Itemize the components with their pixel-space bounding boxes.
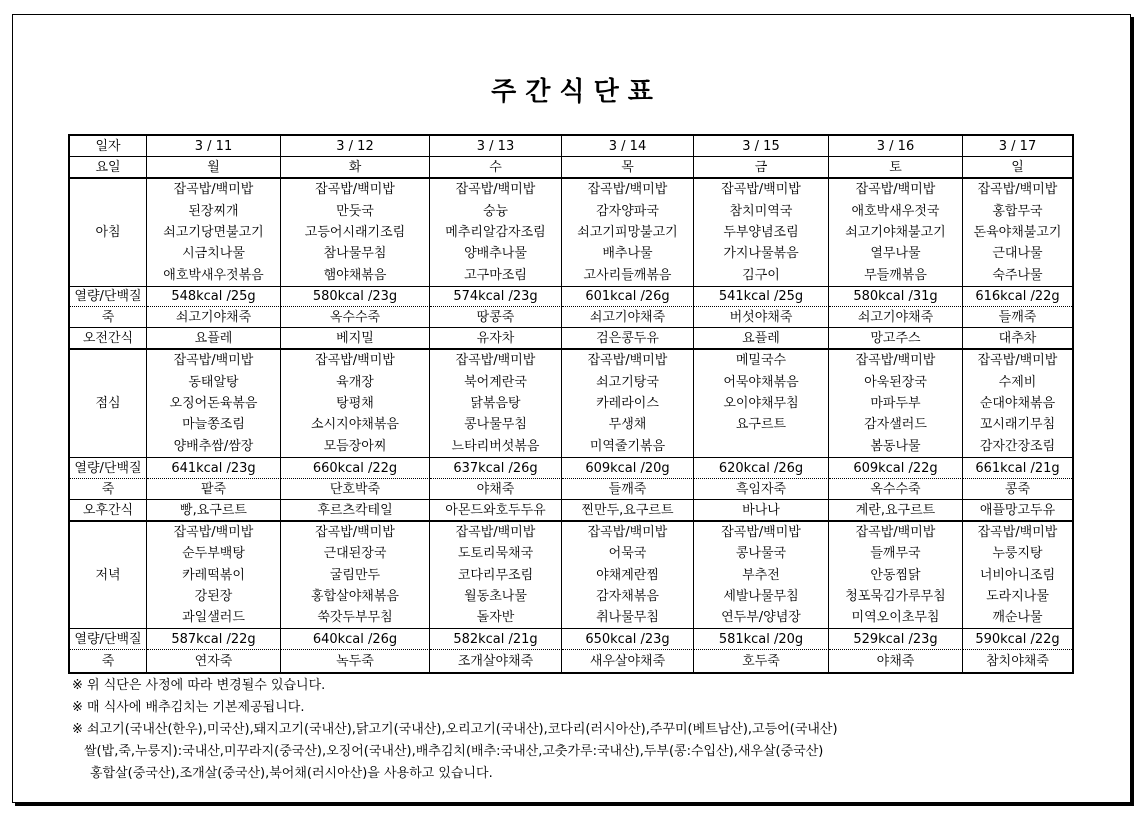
menu-item: 양배추쌈/쌈장 bbox=[173, 438, 254, 454]
menu-item: 쑥갓두부무침 bbox=[317, 609, 393, 625]
menu-cell bbox=[562, 350, 694, 458]
menu-item: 깨순나물 bbox=[992, 609, 1043, 625]
snack-cell: 애플망고두유 bbox=[963, 500, 1072, 522]
menu-item: 숙주나물 bbox=[992, 267, 1043, 283]
menu-item: 봄동나물 bbox=[870, 438, 921, 454]
day-cell: 금 bbox=[694, 157, 829, 179]
porridge-label: 죽 bbox=[70, 307, 147, 328]
notes bbox=[72, 675, 1122, 785]
menu-item: 감자양파국 bbox=[596, 203, 659, 219]
menu-item: 열무나물 bbox=[870, 246, 921, 262]
menu-item: 잡곡밥/백미밥 bbox=[721, 182, 801, 198]
menu-item: 메추리알감자조림 bbox=[445, 225, 546, 241]
nutrition-cell: 541kcal /25g bbox=[694, 287, 829, 307]
menu-item: 세발나물무침 bbox=[723, 588, 799, 604]
menu-cell bbox=[694, 522, 829, 629]
meal-label-lunch: 점심 bbox=[70, 350, 147, 458]
porridge-cell: 호두죽 bbox=[694, 650, 829, 672]
menu-cell bbox=[430, 179, 562, 287]
menu-item: 잡곡밥/백미밥 bbox=[455, 182, 536, 198]
date-cell: 3 / 17 bbox=[963, 136, 1072, 157]
menu-item: 감자채볶음 bbox=[596, 588, 659, 604]
nutrition-cell: 601kcal /26g bbox=[562, 287, 694, 307]
menu-item: 육개장 bbox=[336, 374, 374, 390]
porridge-cell: 옥수수죽 bbox=[829, 479, 963, 500]
menu-cell bbox=[829, 179, 963, 287]
menu-item: 마늘쫑조림 bbox=[182, 417, 245, 433]
porridge-cell: 야채죽 bbox=[829, 650, 963, 672]
menu-item: 탕평채 bbox=[336, 396, 374, 412]
snack-cell: 요플레 bbox=[147, 328, 281, 350]
menu-item: 미역오이초무침 bbox=[851, 609, 940, 625]
day-cell: 토 bbox=[829, 157, 963, 179]
menu-item: 잡곡밥/백미밥 bbox=[721, 525, 801, 541]
menu-item: 감자간장조림 bbox=[979, 438, 1056, 454]
date-cell: 3 / 14 bbox=[562, 136, 694, 157]
porridge-cell: 녹두죽 bbox=[281, 650, 430, 672]
note-line: 쌀(밥,죽,누룽지):국내산,미꾸라지(중국산),오징어(국내산),배추김치(배추:국내산,고춧가루:국내산),두부(콩:수입산),새우살(중국산) bbox=[84, 744, 824, 759]
menu-item: 쇠고기탕국 bbox=[596, 374, 659, 390]
date-cell: 3 / 13 bbox=[430, 136, 562, 157]
menu-item: 메밀국수 bbox=[735, 353, 787, 369]
menu-item: 무생채 bbox=[608, 417, 647, 433]
menu-item: 배추나물 bbox=[602, 246, 653, 262]
note-line: ※ 위 식단은 사정에 따라 변경될수 있습니다. bbox=[72, 678, 326, 693]
menu-item: 홍합살야채볶음 bbox=[311, 588, 399, 604]
menu-cell bbox=[281, 522, 430, 629]
menu-item: 감자샐러드 bbox=[864, 417, 927, 433]
menu-item: 시금치나물 bbox=[182, 246, 245, 262]
menu-item: 근대나물 bbox=[992, 246, 1043, 262]
menu-cell bbox=[147, 522, 281, 629]
porridge-cell: 쇠고기야채죽 bbox=[147, 307, 281, 328]
note-line: ※ 쇠고기(국내산(한우),미국산),돼지고기(국내산),닭고기(국내산),오리고기(국내산),코다리(러시아산),주꾸미(베트남산),고등어(국내산) bbox=[72, 722, 838, 737]
nutrition-label: 열량/단백질 bbox=[70, 458, 147, 479]
menu-item: 모듬장아찌 bbox=[323, 438, 387, 454]
page-title: 주 간 식 단 표 bbox=[491, 77, 653, 107]
porridge-cell: 참치야채죽 bbox=[986, 653, 1049, 669]
nutrition-cell: 574kcal /23g bbox=[430, 287, 562, 307]
menu-item: 잡곡밥/백미밥 bbox=[855, 353, 936, 369]
date-cell: 3 / 16 bbox=[829, 136, 963, 157]
menu-item: 취나물무침 bbox=[596, 609, 659, 625]
snack-cell: 유자차 bbox=[430, 328, 562, 350]
menu-item: 느타리버섯볶음 bbox=[451, 438, 540, 454]
menu-cell bbox=[562, 179, 694, 287]
nutrition-cell: 582kcal /21g bbox=[430, 629, 562, 650]
nutrition-label: 열량/단백질 bbox=[70, 287, 147, 307]
day-cell: 일 bbox=[963, 157, 1072, 179]
menu-item: 동태알탕 bbox=[188, 374, 239, 390]
menu-item: 카레라이스 bbox=[596, 396, 659, 412]
menu-item: 어묵야채볶음 bbox=[723, 374, 799, 390]
menu-item: 순대야채볶음 bbox=[979, 396, 1056, 412]
menu-item: 잡곡밥/백미밥 bbox=[587, 353, 668, 369]
menu-item: 청포묵김가루무침 bbox=[845, 588, 946, 604]
menu-item: 햄야채볶음 bbox=[323, 267, 387, 283]
nutrition-cell: 529kcal /23g bbox=[829, 629, 963, 650]
menu-item: 순두부백탕 bbox=[182, 546, 245, 562]
snack-cell: 대추차 bbox=[963, 328, 1072, 350]
menu-item: 콩나물무침 bbox=[464, 417, 527, 433]
porridge-label: 죽 bbox=[70, 479, 147, 500]
snack-cell: 베지밀 bbox=[281, 328, 430, 350]
snack-cell: 바나나 bbox=[694, 500, 829, 522]
nutrition-cell: 660kcal /22g bbox=[281, 458, 430, 479]
nutrition-cell: 637kcal /26g bbox=[430, 458, 562, 479]
menu-item bbox=[694, 436, 828, 457]
day-cell: 수 bbox=[430, 157, 562, 179]
menu-cell bbox=[694, 350, 829, 458]
porridge-cell: 단호박죽 bbox=[281, 479, 430, 500]
nutrition-cell: 620kcal /26g bbox=[694, 458, 829, 479]
snack-cell: 망고주스 bbox=[829, 328, 963, 350]
menu-item: 과일샐러드 bbox=[182, 609, 245, 625]
menu-item: 카레떡볶이 bbox=[182, 567, 245, 583]
date-cell: 3 / 15 bbox=[694, 136, 829, 157]
menu-item: 숭늉 bbox=[482, 203, 509, 219]
menu-item: 잡곡밥/백미밥 bbox=[315, 182, 395, 198]
menu-item: 도라지나물 bbox=[986, 588, 1049, 604]
menu-item: 잡곡밥/백미밥 bbox=[587, 182, 668, 198]
menu-item: 잡곡밥/백미밥 bbox=[455, 525, 536, 541]
menu-cell bbox=[829, 522, 963, 629]
menu-item: 북어계란국 bbox=[464, 374, 527, 390]
menu-item: 수제비 bbox=[998, 374, 1037, 390]
menu-item: 애호박새우젓국 bbox=[851, 203, 940, 219]
menu-item: 소시지야채볶음 bbox=[311, 417, 399, 433]
menu-item: 월동초나물 bbox=[464, 588, 527, 604]
menu-item: 잡곡밥/백미밥 bbox=[587, 525, 668, 541]
date-cell: 3 / 12 bbox=[281, 136, 430, 157]
menu-item: 꼬시래기무침 bbox=[979, 417, 1056, 433]
snack-cell: 빵,요구르트 bbox=[147, 500, 281, 522]
menu-item: 두부양념조림 bbox=[723, 225, 799, 241]
porridge-label: 죽 bbox=[70, 650, 147, 672]
snack-label-morning: 오전간식 bbox=[70, 328, 147, 350]
nutrition-cell: 548kcal /25g bbox=[147, 287, 281, 307]
menu-cell bbox=[430, 522, 562, 629]
nutrition-cell: 590kcal /22g bbox=[963, 629, 1072, 650]
nutrition-cell: 580kcal /31g bbox=[829, 287, 963, 307]
nutrition-label: 열량/단백질 bbox=[70, 629, 147, 650]
snack-cell: 아몬드와호두두유 bbox=[430, 500, 562, 522]
menu-item: 닭볶음탕 bbox=[470, 396, 521, 412]
menu-cell bbox=[963, 522, 1072, 629]
menu-item: 고사리들깨볶음 bbox=[583, 267, 672, 283]
menu-item: 안동찜닭 bbox=[870, 567, 921, 583]
menu-item: 쇠고기야채불고기 bbox=[845, 225, 946, 241]
menu-item: 들깨무국 bbox=[870, 546, 921, 562]
menu-item: 코다리무조림 bbox=[457, 567, 534, 583]
menu-item: 잡곡밥/백미밥 bbox=[173, 353, 254, 369]
menu-item: 김구이 bbox=[742, 267, 780, 283]
nutrition-cell: 661kcal /21g bbox=[963, 458, 1072, 479]
day-header: 요일 bbox=[70, 157, 147, 179]
nutrition-cell: 640kcal /26g bbox=[281, 629, 430, 650]
menu-item: 어묵국 bbox=[608, 546, 647, 562]
menu-item: 잡곡밥/백미밥 bbox=[855, 525, 936, 541]
snack-cell: 검은콩두유 bbox=[562, 328, 694, 350]
menu-item: 만둣국 bbox=[336, 203, 374, 219]
menu-item: 홍합무국 bbox=[992, 203, 1043, 219]
menu-cell bbox=[829, 350, 963, 458]
date-header: 일자 bbox=[70, 136, 147, 157]
nutrition-cell: 580kcal /23g bbox=[281, 287, 430, 307]
menu-cell bbox=[562, 522, 694, 629]
porridge-cell: 들깨죽 bbox=[562, 479, 694, 500]
nutrition-cell: 587kcal /22g bbox=[147, 629, 281, 650]
porridge-cell: 버섯야채죽 bbox=[694, 307, 829, 328]
menu-item: 잡곡밥/백미밥 bbox=[173, 182, 254, 198]
menu-cell bbox=[430, 350, 562, 458]
menu-item: 강된장 bbox=[194, 588, 233, 604]
menu-item: 무들깨볶음 bbox=[864, 267, 927, 283]
menu-item: 애호박새우젓볶음 bbox=[163, 267, 264, 283]
menu-item: 쇠고기당면불고기 bbox=[163, 225, 264, 241]
menu-cell bbox=[147, 179, 281, 287]
porridge-cell: 야채죽 bbox=[430, 479, 562, 500]
menu-item: 양배추나물 bbox=[464, 246, 527, 262]
menu-item: 부추전 bbox=[742, 567, 780, 583]
menu-item: 요구르트 bbox=[735, 417, 787, 433]
menu-item: 잡곡밥/백미밥 bbox=[977, 353, 1058, 369]
menu-item: 잡곡밥/백미밥 bbox=[173, 525, 254, 541]
menu-cell bbox=[963, 350, 1072, 458]
menu-item: 너비아니조림 bbox=[979, 567, 1056, 583]
menu-item: 고구마조림 bbox=[464, 267, 527, 283]
menu-item: 도토리묵채국 bbox=[457, 546, 534, 562]
menu-item: 잡곡밥/백미밥 bbox=[455, 353, 536, 369]
meal-label-dinner: 저녁 bbox=[70, 522, 147, 629]
nutrition-cell: 609kcal /22g bbox=[829, 458, 963, 479]
menu-item: 야채계란찜 bbox=[596, 567, 659, 583]
porridge-cell: 콩죽 bbox=[963, 479, 1072, 500]
menu-item: 참나물무침 bbox=[323, 246, 387, 262]
menu-item: 마파두부 bbox=[870, 396, 921, 412]
porridge-cell: 쇠고기야채죽 bbox=[562, 307, 694, 328]
menu-item: 오징어돈육볶음 bbox=[169, 396, 258, 412]
porridge-cell: 옥수수죽 bbox=[281, 307, 430, 328]
nutrition-cell: 616kcal /22g bbox=[963, 287, 1072, 307]
snack-label-afternoon: 오후간식 bbox=[70, 500, 147, 522]
menu-item: 굴림만두 bbox=[329, 567, 381, 583]
porridge-cell: 연자죽 bbox=[147, 650, 281, 672]
note-line: ※ 매 식사에 배추김치는 기본제공됩니다. bbox=[72, 700, 305, 715]
menu-cell bbox=[281, 350, 430, 458]
snack-cell: 후르츠칵테일 bbox=[281, 500, 430, 522]
menu-cell bbox=[963, 179, 1072, 287]
menu-item: 가지나물볶음 bbox=[723, 246, 799, 262]
menu-item: 잡곡밥/백미밥 bbox=[315, 353, 395, 369]
porridge-cell: 팥죽 bbox=[147, 479, 281, 500]
menu-item: 돈육야채불고기 bbox=[973, 225, 1062, 241]
menu-item: 참치미역국 bbox=[729, 203, 793, 219]
menu-item: 누룽지탕 bbox=[992, 546, 1043, 562]
snack-cell: 찐만두,요구르트 bbox=[562, 500, 694, 522]
menu-item: 쇠고기피망불고기 bbox=[577, 225, 678, 241]
nutrition-cell: 641kcal /23g bbox=[147, 458, 281, 479]
day-cell: 화 bbox=[281, 157, 430, 179]
day-cell: 목 bbox=[562, 157, 694, 179]
nutrition-cell: 650kcal /23g bbox=[562, 629, 694, 650]
day-cell: 월 bbox=[147, 157, 281, 179]
menu-item: 잡곡밥/백미밥 bbox=[855, 182, 936, 198]
menu-cell bbox=[694, 179, 829, 287]
nutrition-cell: 581kcal /20g bbox=[694, 629, 829, 650]
menu-item: 콩나물국 bbox=[735, 546, 787, 562]
weekly-menu-table bbox=[68, 134, 1074, 674]
porridge-cell: 조개살야채죽 bbox=[430, 650, 562, 672]
snack-cell: 계란,요구르트 bbox=[829, 500, 963, 522]
menu-item: 고등어시래기조림 bbox=[304, 225, 406, 241]
porridge-cell: 흑임자죽 bbox=[694, 479, 829, 500]
note-line: 홍합살(중국산),조개살(중국산),북어채(러시아산)을 사용하고 있습니다. bbox=[90, 766, 493, 781]
menu-item: 잡곡밥/백미밥 bbox=[315, 525, 395, 541]
menu-cell bbox=[281, 179, 430, 287]
menu-item: 돌자반 bbox=[476, 609, 515, 625]
porridge-cell: 새우살야채죽 bbox=[562, 650, 694, 672]
menu-item: 잡곡밥/백미밥 bbox=[977, 525, 1058, 541]
snack-cell: 요플레 bbox=[694, 328, 829, 350]
menu-item: 미역줄기볶음 bbox=[589, 438, 666, 454]
porridge-cell: 쇠고기야채죽 bbox=[829, 307, 963, 328]
menu-item: 근대된장국 bbox=[323, 546, 387, 562]
menu-item: 아욱된장국 bbox=[864, 374, 927, 390]
porridge-cell: 들깨죽 bbox=[963, 307, 1072, 328]
porridge-cell: 땅콩죽 bbox=[430, 307, 562, 328]
nutrition-cell: 609kcal /20g bbox=[562, 458, 694, 479]
menu-item: 오이야채무침 bbox=[723, 396, 799, 412]
menu-item: 연두부/양념장 bbox=[721, 609, 801, 625]
menu-item: 된장찌개 bbox=[188, 203, 239, 219]
date-cell: 3 / 11 bbox=[147, 136, 281, 157]
menu-cell bbox=[147, 350, 281, 458]
menu-item: 잡곡밥/백미밥 bbox=[977, 182, 1058, 198]
meal-label-breakfast: 아침 bbox=[70, 179, 147, 287]
